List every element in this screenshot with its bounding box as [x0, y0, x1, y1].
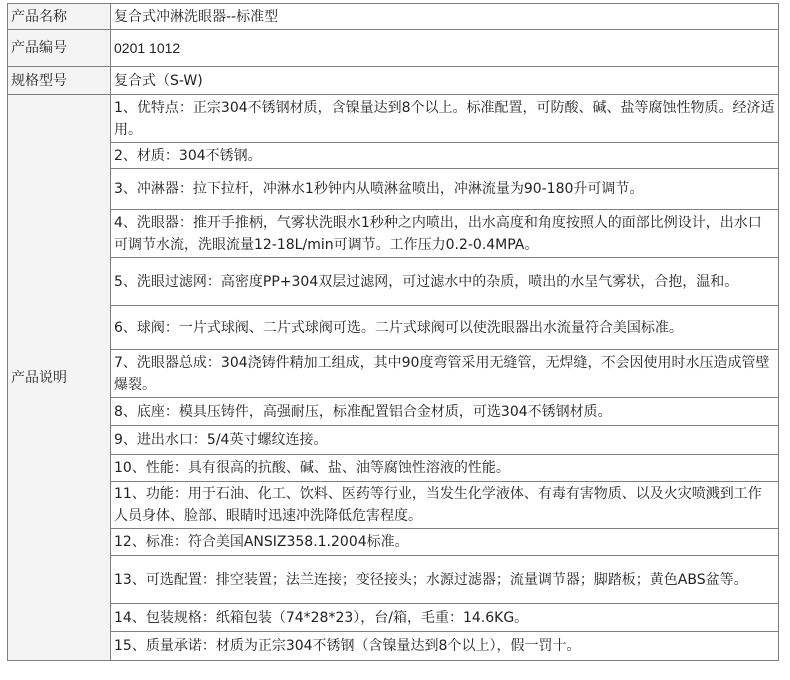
description-item-11: 11、功能：用于石油、化工、饮料、医药等行业，当发生化学液体、有毒有害物质、以及火灾喷溅到工作人员身体、脸部、眼睛时迅速冲洗降低危害程度。	[111, 482, 779, 529]
description-item-4: 4、洗眼器：推开手推柄，气雾状洗眼水1秒种之内喷出，出水高度和角度按照人的面部比例设计，出水口可调节水流，洗眼流量12-18L/min可调节。工作压力0.2-0.4MPA。	[111, 210, 779, 258]
description-item	[8, 95, 779, 143]
description-item-14: 14、包装规格：纸箱包装（74*28*23），台/箱，毛重：14.6KG。	[111, 604, 779, 632]
description-item-5: 5、洗眼过滤网：高密度PP+304双层过滤网，可过滤水中的杂质，喷出的水呈气雾状，合抱，温和。	[111, 258, 779, 306]
description-item	[8, 398, 779, 426]
description-item	[8, 306, 779, 350]
model-label: 规格型号	[8, 67, 111, 95]
row-product-name	[8, 4, 779, 30]
description-item-3: 3、冲淋器：拉下拉杆，冲淋水1秒钟内从喷淋盆喷出，冲淋流量为90-180升可调节。	[111, 169, 779, 210]
description-item	[8, 529, 779, 556]
row-model	[8, 67, 779, 95]
description-item	[8, 556, 779, 604]
description-item	[8, 604, 779, 632]
description-item	[8, 632, 779, 661]
description-item-9: 9、进出水口：5/4英寸螺纹连接。	[111, 426, 779, 455]
description-item-13: 13、可选配置：排空装置；法兰连接；变径接头；水源过滤器；流量调节器；脚踏板；黄色ABS盆等。	[111, 556, 779, 604]
product-name-label: 产品名称	[8, 4, 111, 30]
description-item	[8, 143, 779, 169]
description-item-12: 12、标准：符合美国ANSIZ358.1.2004标准。	[111, 529, 779, 556]
row-product-code	[8, 30, 779, 67]
product-code-label: 产品编号	[8, 30, 111, 67]
description-item-1: 1、优特点：正宗304不锈钢材质，含镍量达到8个以上。标准配置，可防酸、碱、盐等腐蚀性物质。经济适用。	[111, 95, 779, 143]
description-item	[8, 455, 779, 482]
description-item-8: 8、底座：模具压铸件，高强耐压，标准配置铝合金材质，可选304不锈钢材质。	[111, 398, 779, 426]
description-item	[8, 169, 779, 210]
product-name-value: 复合式冲淋洗眼器--标准型	[111, 4, 779, 30]
description-item	[8, 210, 779, 258]
description-item	[8, 482, 779, 529]
product-code-value: 0201 1012	[111, 30, 779, 67]
description-item-2: 2、材质：304不锈钢。	[111, 143, 779, 169]
description-item	[8, 350, 779, 398]
description-label: 产品说明	[8, 95, 111, 661]
product-spec-table	[7, 3, 779, 661]
description-item-6: 6、球阀：一片式球阀、二片式球阀可选。二片式球阀可以使洗眼器出水流量符合美国标准。	[111, 306, 779, 350]
description-item	[8, 258, 779, 306]
description-item-10: 10、性能：具有很高的抗酸、碱、盐、油等腐蚀性溶液的性能。	[111, 455, 779, 482]
description-item	[8, 426, 779, 455]
description-item-15: 15、质量承诺：材质为正宗304不锈钢（含镍量达到8个以上），假一罚十。	[111, 632, 779, 661]
description-item-7: 7、洗眼器总成：304浇铸件精加工组成，其中90度弯管采用无缝管，无焊缝，不会因使用时水压造成管壁爆裂。	[111, 350, 779, 398]
model-value: 复合式（S-W)	[111, 67, 779, 95]
